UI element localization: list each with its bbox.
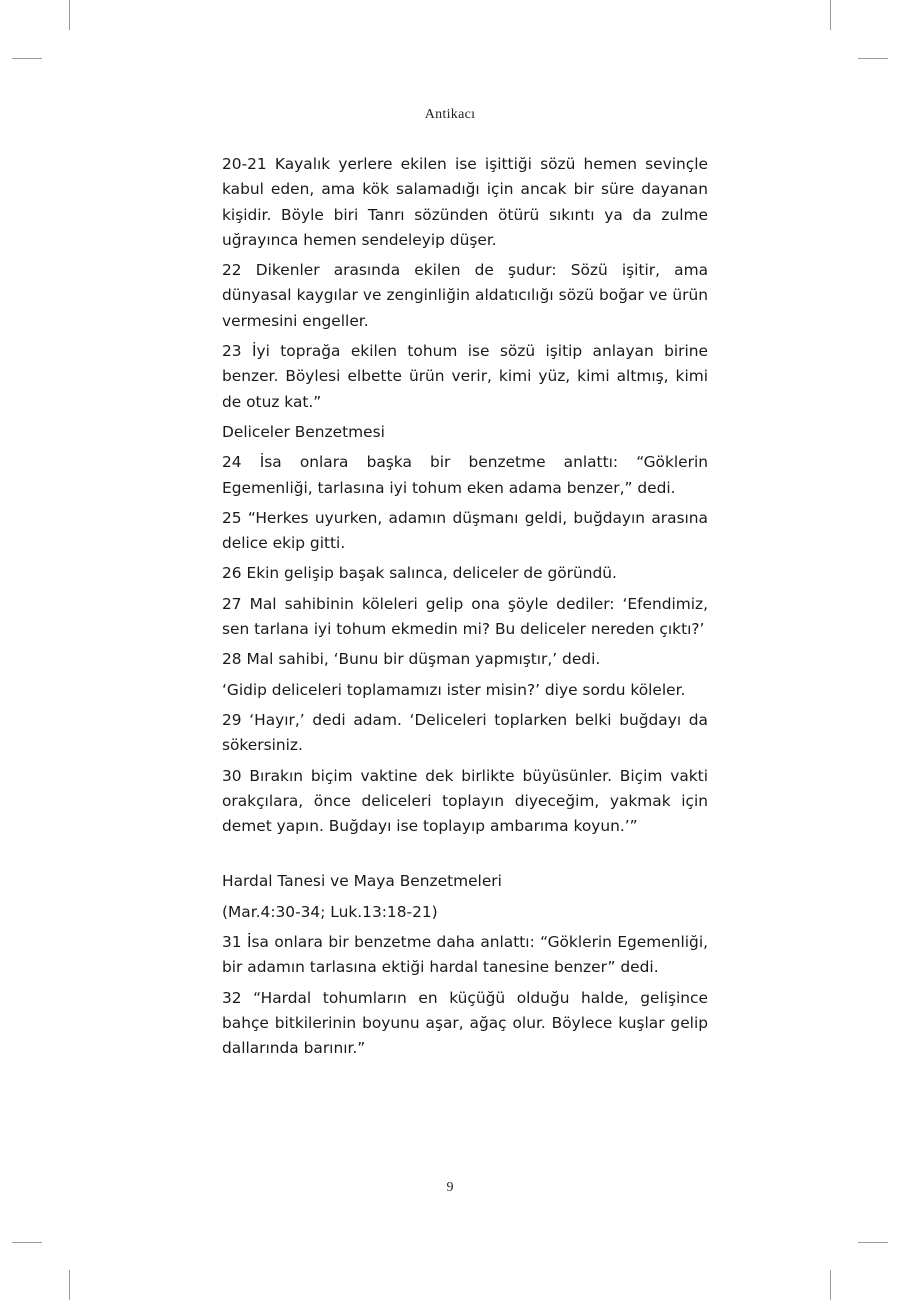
verse-26: 26 Ekin gelişip başak salınca, deliceler de göründü. <box>222 564 617 583</box>
verse-23: 23 İyi toprağa ekilen tohum ise sözü işitip anlayan birine benzer. Böylesi elbette ürün verir, kimi yüz, kimi altmış, kimi de otuz kat.” <box>222 342 708 411</box>
section-heading-hardal: Hardal Tanesi ve Maya Benzetmeleri <box>222 872 502 891</box>
crop-mark-right-bottom <box>858 1242 888 1243</box>
crop-mark-bottom-right <box>830 1270 831 1300</box>
verse-25: 25 “Herkes uyurken, adamın düşmanı geldi, buğdayın arasına delice ekip gitti. <box>222 508 708 553</box>
verse-32: 32 “Hardal tohumların en küçüğü olduğu halde, gelişince bahçe bitkilerinin boyunu aşar, ağaç olur. Böylece kuşlar gelip dallarında barınır.” <box>222 988 708 1058</box>
page-number: 9 <box>446 1180 454 1195</box>
verse-31: 31 İsa onlara bir benzetme daha anlattı: “Göklerin Egemenliği, bir adamın tarlasına ektiği hardal tanesine benzer” dedi. <box>222 933 708 977</box>
verse-22: 22 Dikenler arasında ekilen de şudur: Sözü işitir, ama dünyasal kaygılar ve zenginliğin aldatıcılığı sözü boğar ve ürün vermesini engeller. <box>222 261 708 330</box>
crop-mark-right-top <box>858 58 888 59</box>
verse-27: 27 Mal sahibinin köleleri gelip ona şöyle dediler: ‘Efendimiz, sen tarlana iyi tohum ekmedin mi? Bu deliceler nereden çıktı?’ <box>222 594 708 639</box>
crop-mark-top-left <box>69 0 70 30</box>
crop-mark-left-bottom <box>12 1242 42 1243</box>
verse-30: 30 Bırakın biçim vaktine dek birlikte büyüsünler. Biçim vakti orakçılara, önce deliceleri toplayın diyeceğim, yakmak için demet yapın. Buğdayı ise toplayıp ambarıma koyun.’” <box>222 766 708 836</box>
verse-28-continued: ‘Gidip deliceleri toplamamızı ister misin?’ diye sordu köleler. <box>222 680 686 699</box>
verse-24: 24 İsa onlara başka bir benzetme anlattı: “Göklerin Egemenliği, tarlasına iyi tohum eken adama benzer,” dedi. <box>222 453 708 497</box>
crop-mark-left-top <box>12 58 42 59</box>
verse-29: 29 ‘Hayır,’ dedi adam. ‘Deliceleri toplarken belki buğdayı da sökersiniz. <box>222 710 708 755</box>
verse-28: 28 Mal sahibi, ‘Bunu bir düşman yapmıştır,’ dedi. <box>222 650 601 669</box>
page-body <box>222 152 708 1067</box>
section-heading-deliceler: Deliceler Benzetmesi <box>222 422 385 441</box>
cross-reference: (Mar.4:30-34; Luk.13:18-21) <box>222 902 438 921</box>
running-header: Antikacı <box>424 107 476 122</box>
crop-mark-bottom-left <box>69 1270 70 1300</box>
crop-mark-top-right <box>830 0 831 30</box>
verse-20-21: 20-21 Kayalık yerlere ekilen ise işittiği sözü hemen sevinçle kabul eden, ama kök salamadığı için ancak bir süre dayanan kişidir. Böyle biri Tanrı sözünden ötürü sıkıntı ya da zulme uğrayınca hemen sendeleyip düşer. <box>222 155 708 249</box>
